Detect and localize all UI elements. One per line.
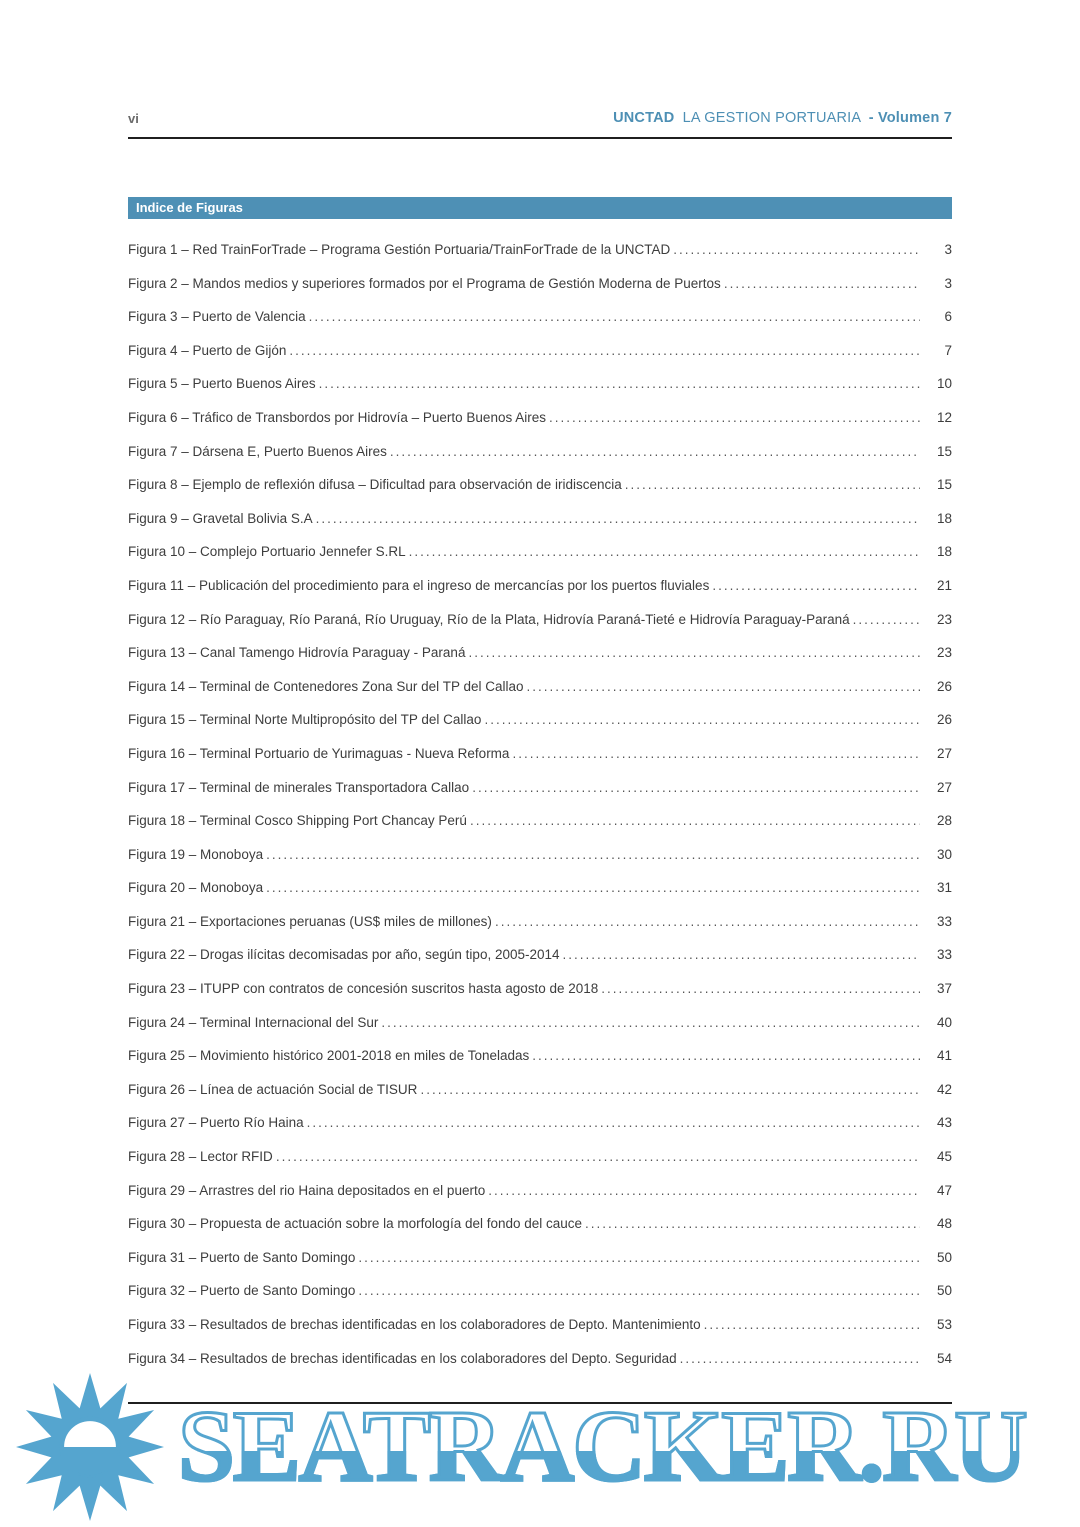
footer-rule <box>128 1402 952 1404</box>
toc-leader-dots <box>563 938 920 972</box>
toc-entry-label: Figura 31 – Puerto de Santo Domingo <box>128 1249 356 1265</box>
toc-entry-label: Figura 1 – Red TrainForTrade – Programa Gestión Portuaria/TrainForTrade de la UNCTAD <box>128 242 671 257</box>
toc-list <box>128 233 952 1375</box>
toc-entry-page: 12 <box>936 409 952 425</box>
toc-leader-dots <box>532 1039 920 1073</box>
toc-entry <box>128 1308 952 1342</box>
toc-entry-label: Figura 27 – Puerto Río Haina <box>128 1115 304 1131</box>
toc-entry-page: 18 <box>936 510 952 526</box>
toc-leader-dots <box>289 334 920 368</box>
toc-entry <box>128 703 952 737</box>
toc-entry <box>128 737 952 771</box>
toc-leader-dots <box>309 300 920 334</box>
toc-entry <box>128 468 952 502</box>
toc-entry <box>128 1140 952 1174</box>
toc-entry-page: 33 <box>936 947 952 963</box>
toc-entry <box>128 1174 952 1208</box>
toc-leader-dots <box>680 1342 920 1376</box>
watermark <box>16 1372 1080 1522</box>
toc-entry-page: 50 <box>936 1283 952 1299</box>
toc-entry-label: Figura 30 – Propuesta de actuación sobre la morfología del fondo del cauce <box>128 1216 583 1232</box>
toc-entry <box>128 1274 952 1308</box>
toc-entry-label: Figura 6 – Tráfico de Transbordos por Hidrovía – Puerto Buenos Aires <box>128 409 546 425</box>
toc-entry-page: 26 <box>936 712 952 728</box>
toc-entry <box>128 1006 952 1040</box>
toc-entry <box>128 603 952 637</box>
toc-entry-label: Figura 28 – Lector RFID <box>128 1149 273 1165</box>
section-title-bar <box>128 197 952 219</box>
toc-entry <box>128 334 952 368</box>
toc-entry-label: Figura 19 – Monoboya <box>128 846 264 862</box>
toc-leader-dots <box>724 267 920 301</box>
toc-entry-label: Figura 23 – ITUPP con contratos de concesión suscritos hasta agosto de 2018 <box>128 981 599 997</box>
toc-leader-dots <box>853 603 920 637</box>
section-title: Indice de Figuras <box>136 200 243 215</box>
toc-entry-page: 45 <box>936 1149 952 1165</box>
toc-entry-page: 50 <box>936 1249 952 1265</box>
toc-leader-dots <box>316 502 920 536</box>
toc-entry-label: Figura 33 – Resultados de brechas identificadas en los colaboradores de Depto. Mantenimiento <box>128 1317 701 1332</box>
toc-entry-page: 7 <box>944 342 952 358</box>
toc-entry <box>128 1342 952 1376</box>
toc-entry-page: 31 <box>936 880 952 896</box>
toc-entry-label: Figura 34 – Resultados de brechas identificadas en los colaboradores del Depto. Seguridad <box>128 1350 677 1366</box>
toc-entry-label: Figura 9 – Gravetal Bolivia S.A <box>128 510 313 526</box>
toc-leader-dots <box>470 804 920 838</box>
toc-entry-label: Figura 13 – Canal Tamengo Hidrovía Paraguay - Paraná <box>128 645 466 661</box>
toc-entry-page: 40 <box>936 1014 952 1030</box>
page-number: vi <box>128 111 139 126</box>
toc-entry-page: 23 <box>936 645 952 661</box>
toc-leader-dots <box>585 1207 920 1241</box>
toc-leader-dots <box>512 737 920 771</box>
toc-entry-page: 21 <box>936 577 952 593</box>
toc-leader-dots <box>527 670 921 704</box>
toc-entry <box>128 535 952 569</box>
toc-leader-dots <box>266 871 920 905</box>
toc-entry-label: Figura 20 – Monoboya <box>128 880 264 896</box>
toc-entry <box>128 502 952 536</box>
toc-leader-dots <box>468 636 920 670</box>
toc-entry <box>128 1039 952 1073</box>
toc-entry-page: 3 <box>944 275 952 291</box>
toc-entry <box>128 905 952 939</box>
toc-entry-page: 48 <box>936 1216 952 1232</box>
toc-entry-page: 37 <box>936 981 952 997</box>
toc-entry <box>128 838 952 872</box>
toc-leader-dots <box>307 1106 920 1140</box>
toc-entry-page: 28 <box>936 813 952 829</box>
running-title-volume: - Volumen 7 <box>868 110 952 126</box>
toc-entry <box>128 435 952 469</box>
toc-entry <box>128 367 952 401</box>
toc-entry-label: Figura 10 – Complejo Portuario Jennefer S.RL <box>128 544 406 560</box>
toc-entry-page: 47 <box>936 1182 952 1198</box>
toc-leader-dots <box>409 535 920 569</box>
running-title-text: LA GESTION PORTUARIA <box>682 110 861 126</box>
toc-entry <box>128 1241 952 1275</box>
toc-entry-label: Figura 26 – Línea de actuación Social de TISUR <box>128 1081 418 1097</box>
toc-entry-label: Figura 4 – Puerto de Gijón <box>128 342 287 358</box>
toc-entry-label: Figura 14 – Terminal de Contenedores Zona Sur del TP del Callao <box>128 678 524 694</box>
toc-entry <box>128 871 952 905</box>
toc-entry-page: 33 <box>936 913 952 929</box>
toc-leader-dots <box>276 1140 920 1174</box>
toc-entry-page: 42 <box>936 1081 952 1097</box>
toc-entry-page: 23 <box>936 611 952 627</box>
running-title <box>613 110 952 126</box>
toc-entry-page: 15 <box>936 443 952 459</box>
toc-entry-label: Figura 3 – Puerto de Valencia <box>128 309 306 325</box>
toc-entry-page: 41 <box>936 1048 952 1064</box>
toc-entry-page: 3 <box>944 242 952 257</box>
toc-leader-dots <box>358 1241 920 1275</box>
toc-entry-page: 10 <box>936 376 952 392</box>
toc-leader-dots <box>420 1073 920 1107</box>
toc-entry-label: Figura 25 – Movimiento histórico 2001-2018 en miles de Toneladas <box>128 1048 530 1064</box>
toc-entry <box>128 233 952 267</box>
toc-entry-label: Figura 17 – Terminal de minerales Transportadora Callao <box>128 779 470 795</box>
toc-entry-page: 30 <box>936 846 952 862</box>
toc-entry-page: 15 <box>936 477 952 493</box>
toc-entry <box>128 300 952 334</box>
toc-entry-label: Figura 11 – Publicación del procedimiento para el ingreso de mercancías por los puertos fluviales <box>128 577 710 593</box>
toc-entry-page: 27 <box>936 779 952 795</box>
toc-entry <box>128 1073 952 1107</box>
toc-leader-dots <box>381 1006 920 1040</box>
toc-entry <box>128 569 952 603</box>
toc-entry-label: Figura 29 – Arrastres del rio Haina depositados en el puerto <box>128 1182 486 1198</box>
toc-entry-label: Figura 24 – Terminal Internacional del Sur <box>128 1014 379 1030</box>
toc-leader-dots <box>358 1274 920 1308</box>
toc-entry-label: Figura 15 – Terminal Norte Multipropósito del TP del Callao <box>128 712 482 728</box>
toc-entry-label: Figura 18 – Terminal Cosco Shipping Port Chancay Perú <box>128 813 467 829</box>
toc-leader-dots <box>319 367 920 401</box>
toc-entry <box>128 401 952 435</box>
toc-entry-label: Figura 22 – Drogas ilícitas decomisadas por año, según tipo, 2005-2014 <box>128 947 560 963</box>
toc-entry-label: Figura 8 – Ejemplo de reflexión difusa – Dificultad para observación de iridiscencia <box>128 477 622 493</box>
toc-entry-page: 6 <box>944 309 952 325</box>
toc-leader-dots <box>625 468 920 502</box>
toc-leader-dots <box>704 1308 920 1342</box>
toc-entry <box>128 804 952 838</box>
toc-entry-label: Figura 2 – Mandos medios y superiores formados por el Programa de Gestión Moderna de Puertos <box>128 275 721 291</box>
toc-leader-dots <box>549 401 920 435</box>
toc-entry-label: Figura 12 – Río Paraguay, Río Paraná, Río Uruguay, Río de la Plata, Hidrovía Paraná-Tieté e Hidrovía Paraguay-Paraná <box>128 611 850 627</box>
toc-leader-dots <box>266 838 920 872</box>
toc-entry-label: Figura 16 – Terminal Portuario de Yurimaguas - Nueva Reforma <box>128 745 510 761</box>
toc-entry <box>128 636 952 670</box>
toc-leader-dots <box>601 972 920 1006</box>
toc-entry <box>128 972 952 1006</box>
toc-entry <box>128 771 952 805</box>
toc-entry <box>128 1106 952 1140</box>
watermark-text: SEATRACKER.RU <box>178 1390 1026 1503</box>
header-rule <box>128 137 952 139</box>
toc-entry-page: 43 <box>936 1115 952 1131</box>
running-header <box>128 110 952 126</box>
toc-entry-label: Figura 7 – Dársena E, Puerto Buenos Aires <box>128 443 387 459</box>
toc-leader-dots <box>495 905 920 939</box>
toc-leader-dots <box>484 703 920 737</box>
toc-entry <box>128 938 952 972</box>
toc-entry-page: 18 <box>936 544 952 560</box>
toc-entry-label: Figura 21 – Exportaciones peruanas (US$ miles de millones) <box>128 913 492 929</box>
toc-entry-page: 54 <box>936 1350 952 1366</box>
toc-leader-dots <box>488 1174 920 1208</box>
toc-entry <box>128 267 952 301</box>
toc-entry-page: 27 <box>936 745 952 761</box>
toc-entry <box>128 1207 952 1241</box>
toc-leader-dots <box>673 233 920 267</box>
toc-leader-dots <box>390 435 920 469</box>
toc-entry-page: 53 <box>936 1317 952 1332</box>
toc-entry-label: Figura 32 – Puerto de Santo Domingo <box>128 1283 356 1299</box>
toc-leader-dots <box>712 569 920 603</box>
running-title-brand: UNCTAD <box>613 110 675 126</box>
toc-entry <box>128 670 952 704</box>
toc-entry-label: Figura 5 – Puerto Buenos Aires <box>128 376 316 392</box>
toc-leader-dots <box>472 771 920 805</box>
toc-entry-page: 26 <box>936 678 952 694</box>
sun-icon <box>16 1373 164 1521</box>
